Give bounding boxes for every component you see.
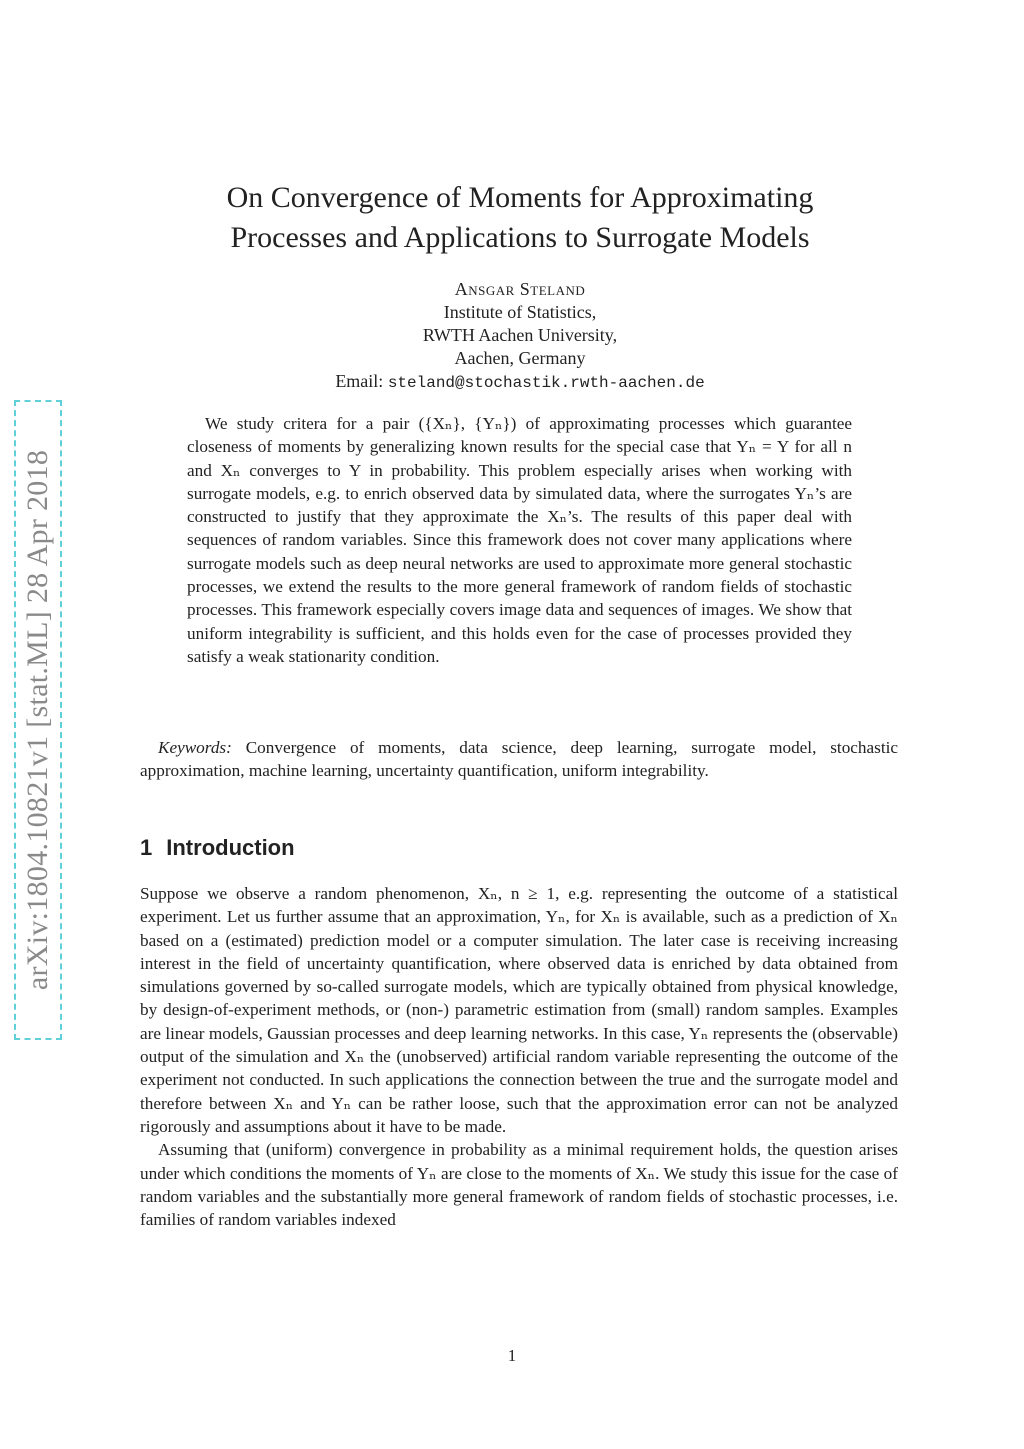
paragraph: Suppose we observe a random phenomenon, Xₙ, n ≥ 1, e.g. representing the outcome of a statistical experiment. Let us further assume that an approximation, Yₙ, for Xₙ is available, such as a prediction of Xₙ based on a (estimated) prediction model or a computer simulation. The later case is receiving increasing interest in the field of uncertainty quantification, where observed data is enriched by data obtained from simulations governed by so-called surrogate models, which are typically obtained from physical knowledge, by design-of-experiment methods, or (non-) parametric estimation from (small) random samples. Examples are linear models, Gaussian processes and deep learning networks. In this case, Yₙ represents the (observable) output of the simulation and Xₙ the (unobserved) artificial random variable representing the outcome of the experiment not conducted. In such applications the connection between the true and the surrogate model and therefore between Xₙ and Yₙ can be rather loose, such that the approximation error can not be analyzed rigorously and assumptions about it have to be made. xyxy=(140,884,898,1136)
section-title: Introduction xyxy=(166,835,295,860)
arxiv-stamp-text: arXiv:1804.10821v1 [stat.ML] 28 Apr 2018 xyxy=(21,449,54,991)
affiliation-line-3: Aachen, Germany xyxy=(454,348,586,368)
abstract: We study critera for a pair ({Xₙ}, {Yₙ}) of approximating processes which guarantee closeness of moments by generalizing known results for the special case that Yₙ = Y for all n and Xₙ converges to Y in probability. This problem especially arises when working with surrogate models, e.g. to enrich observed data by simulated data, where the surrogates Yₙ’s are constructed to justify that they approximate the Xₙ’s. The results of this paper deal with sequences of random variables. Since this framework does not cover many applications where surrogate models such as deep neural networks are used to approximate more general stochastic processes, we extend the results to the more general framework of random fields of stochastic processes. This framework especially covers image data and sequences of images. We show that uniform integrability is sufficient, and this holds even for the case of processes provided they satisfy a weak stationarity condition. xyxy=(187,414,852,666)
author-block xyxy=(140,278,900,395)
section-heading xyxy=(140,835,295,861)
page-number: 1 xyxy=(507,1346,517,1365)
email-line xyxy=(140,370,900,395)
section-number: 1 xyxy=(140,835,153,860)
email-label: Email: xyxy=(335,371,384,391)
title-line-2: Processes and Applications to Surrogate Models xyxy=(230,221,810,254)
keywords xyxy=(140,736,898,783)
title-line-1: On Convergence of Moments for Approximating xyxy=(226,181,814,214)
paragraph: Assuming that (uniform) convergence in probability as a minimal requirement holds, the question arises under which conditions the moments of Yₙ are close to the moments of Xₙ. We study this issue for the case of random variables and the substantially more general framework of random fields of stochastic processes, i.e. families of random variables indexed xyxy=(140,1140,898,1230)
body-text xyxy=(140,882,898,1231)
affiliation-line-1: Institute of Statistics, xyxy=(443,302,597,322)
paper-title xyxy=(140,178,900,258)
email-address: steland@stochastik.rwth-aachen.de xyxy=(387,374,705,392)
author-name: Ansgar Steland xyxy=(454,279,586,299)
arxiv-stamp xyxy=(14,400,62,1040)
keywords-label: Keywords: xyxy=(158,738,232,757)
affiliation-line-2: RWTH Aachen University, xyxy=(422,325,618,345)
keywords-text: Convergence of moments, data science, deep learning, surrogate model, stochastic approximation, machine learning, uncertainty quantification, uniform integrability. xyxy=(140,738,899,781)
